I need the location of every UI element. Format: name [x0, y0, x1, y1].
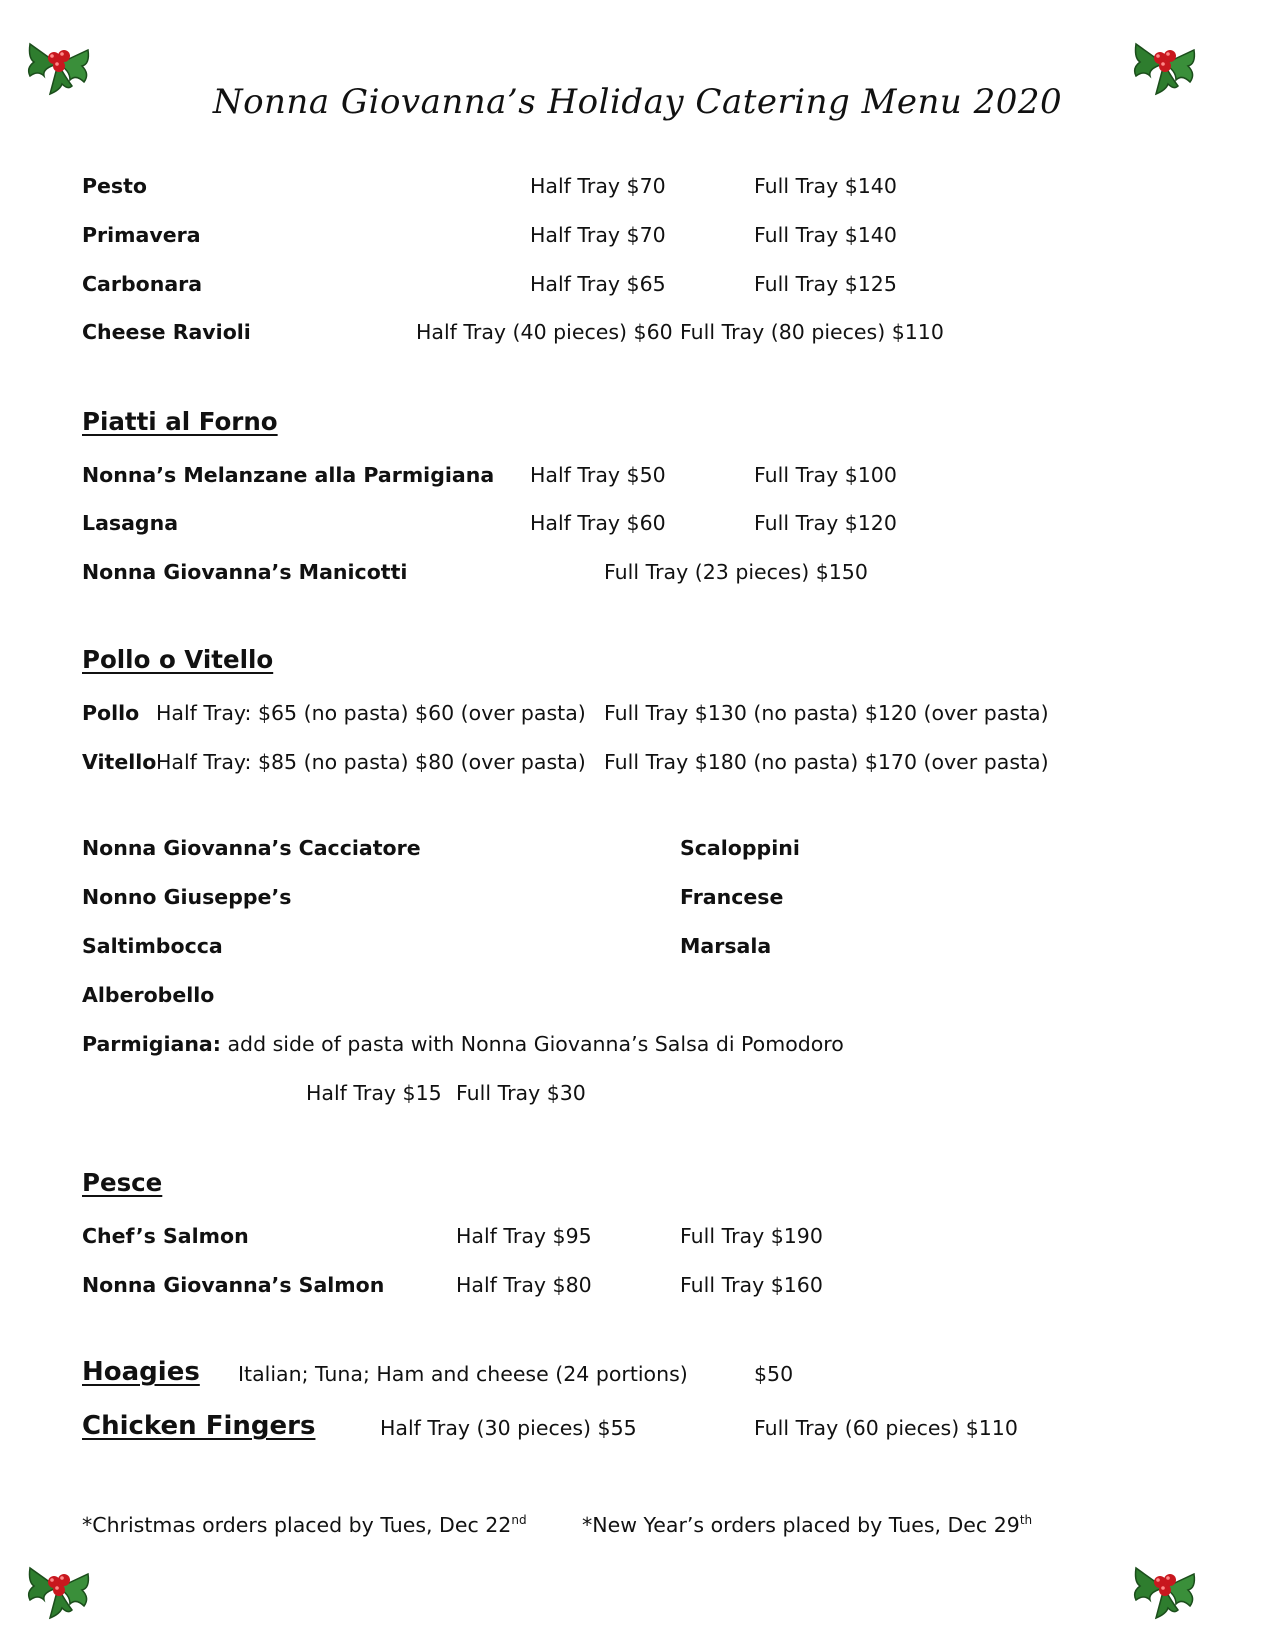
half-tray-price: Half Tray (40 pieces) $60 [416, 320, 673, 344]
full-tray-price: Full Tray $130 (no pasta) $120 (over pasta) [604, 701, 1049, 725]
menu-item-name: Nonna Giovanna’s Salmon [82, 1273, 385, 1297]
full-tray-price: Full Tray $180 (no pasta) $170 (over pasta) [604, 750, 1049, 774]
full-tray-price: Full Tray $140 [754, 223, 897, 247]
section-heading-hoagies: Hoagies [82, 1357, 200, 1387]
full-tray-price: Full Tray $100 [754, 463, 897, 487]
preparation-style: Francese [680, 885, 784, 909]
preparation-style: Saltimbocca [82, 934, 223, 958]
menu-item-name: Nonna’s Melanzane alla Parmigiana [82, 463, 495, 487]
newyear-order-note [582, 1512, 1032, 1538]
newyear-date-suffix: th [1019, 1513, 1033, 1528]
half-tray-price: Half Tray $70 [530, 223, 666, 247]
parmigiana-note [82, 1031, 844, 1057]
newyear-order-text: *New Year’s orders placed by Tues, Dec 29 [582, 1513, 1020, 1537]
page-title: Nonna Giovanna’s Holiday Catering Menu 2020 [212, 82, 1063, 122]
preparation-style: Marsala [680, 934, 772, 958]
menu-item-name: Lasagna [82, 511, 179, 535]
full-tray-price: Full Tray $120 [754, 511, 897, 535]
full-tray-price: Full Tray (60 pieces) $110 [754, 1416, 1018, 1440]
half-tray-price: Half Tray (30 pieces) $55 [380, 1416, 637, 1440]
christmas-order-note [82, 1512, 527, 1538]
side-full-price: Full Tray $30 [456, 1081, 586, 1105]
half-tray-price: Half Tray: $65 (no pasta) $60 (over pasta) [156, 701, 586, 725]
menu-item-name: Pesto [82, 174, 148, 198]
half-tray-price: Half Tray $70 [530, 174, 666, 198]
full-tray-price: Full Tray $140 [754, 174, 897, 198]
side-half-price: Half Tray $15 [306, 1081, 442, 1105]
half-tray-price: Half Tray $50 [530, 463, 666, 487]
menu-item-name: Cheese Ravioli [82, 320, 251, 344]
parmigiana-label: Parmigiana: [82, 1032, 221, 1056]
menu-item-name: Vitello [82, 750, 157, 774]
holly-icon [20, 1548, 96, 1624]
section-heading-pollo: Pollo o Vitello [82, 645, 274, 674]
full-tray-price: Full Tray $160 [680, 1273, 823, 1297]
preparation-style: Nonna Giovanna’s Cacciatore [82, 836, 421, 860]
menu-item-name: Primavera [82, 223, 201, 247]
half-tray-price: Half Tray $95 [456, 1224, 592, 1248]
menu-item-name: Chef’s Salmon [82, 1224, 249, 1248]
holly-icon [1126, 1548, 1202, 1624]
section-heading-pesce: Pesce [82, 1168, 163, 1197]
full-tray-price: Full Tray $125 [754, 272, 897, 296]
hoagies-price: $50 [754, 1362, 794, 1386]
preparation-style: Scaloppini [680, 836, 800, 860]
half-tray-price: Half Tray: $85 (no pasta) $80 (over pasta) [156, 750, 586, 774]
half-tray-price: Half Tray $65 [530, 272, 666, 296]
menu-item-name: Carbonara [82, 272, 203, 296]
preparation-style: Nonno Giuseppe’s [82, 885, 292, 909]
full-tray-price: Full Tray $190 [680, 1224, 823, 1248]
section-heading-chicken-fingers: Chicken Fingers [82, 1411, 316, 1441]
hoagies-description: Italian; Tuna; Ham and cheese (24 portions) [238, 1362, 688, 1386]
section-heading-forno: Piatti al Forno [82, 407, 278, 436]
christmas-order-text: *Christmas orders placed by Tues, Dec 22 [82, 1513, 512, 1537]
menu-item-name: Nonna Giovanna’s Manicotti [82, 560, 408, 584]
full-tray-price: Full Tray (80 pieces) $110 [680, 320, 944, 344]
christmas-date-suffix: nd [511, 1513, 527, 1528]
half-tray-price: Half Tray $60 [530, 511, 666, 535]
half-tray-price: Half Tray $80 [456, 1273, 592, 1297]
parmigiana-text: add side of pasta with Nonna Giovanna’s Salsa di Pomodoro [227, 1032, 844, 1056]
menu-item-name: Pollo [82, 701, 140, 725]
preparation-style: Alberobello [82, 983, 215, 1007]
full-tray-price: Full Tray (23 pieces) $150 [604, 560, 868, 584]
